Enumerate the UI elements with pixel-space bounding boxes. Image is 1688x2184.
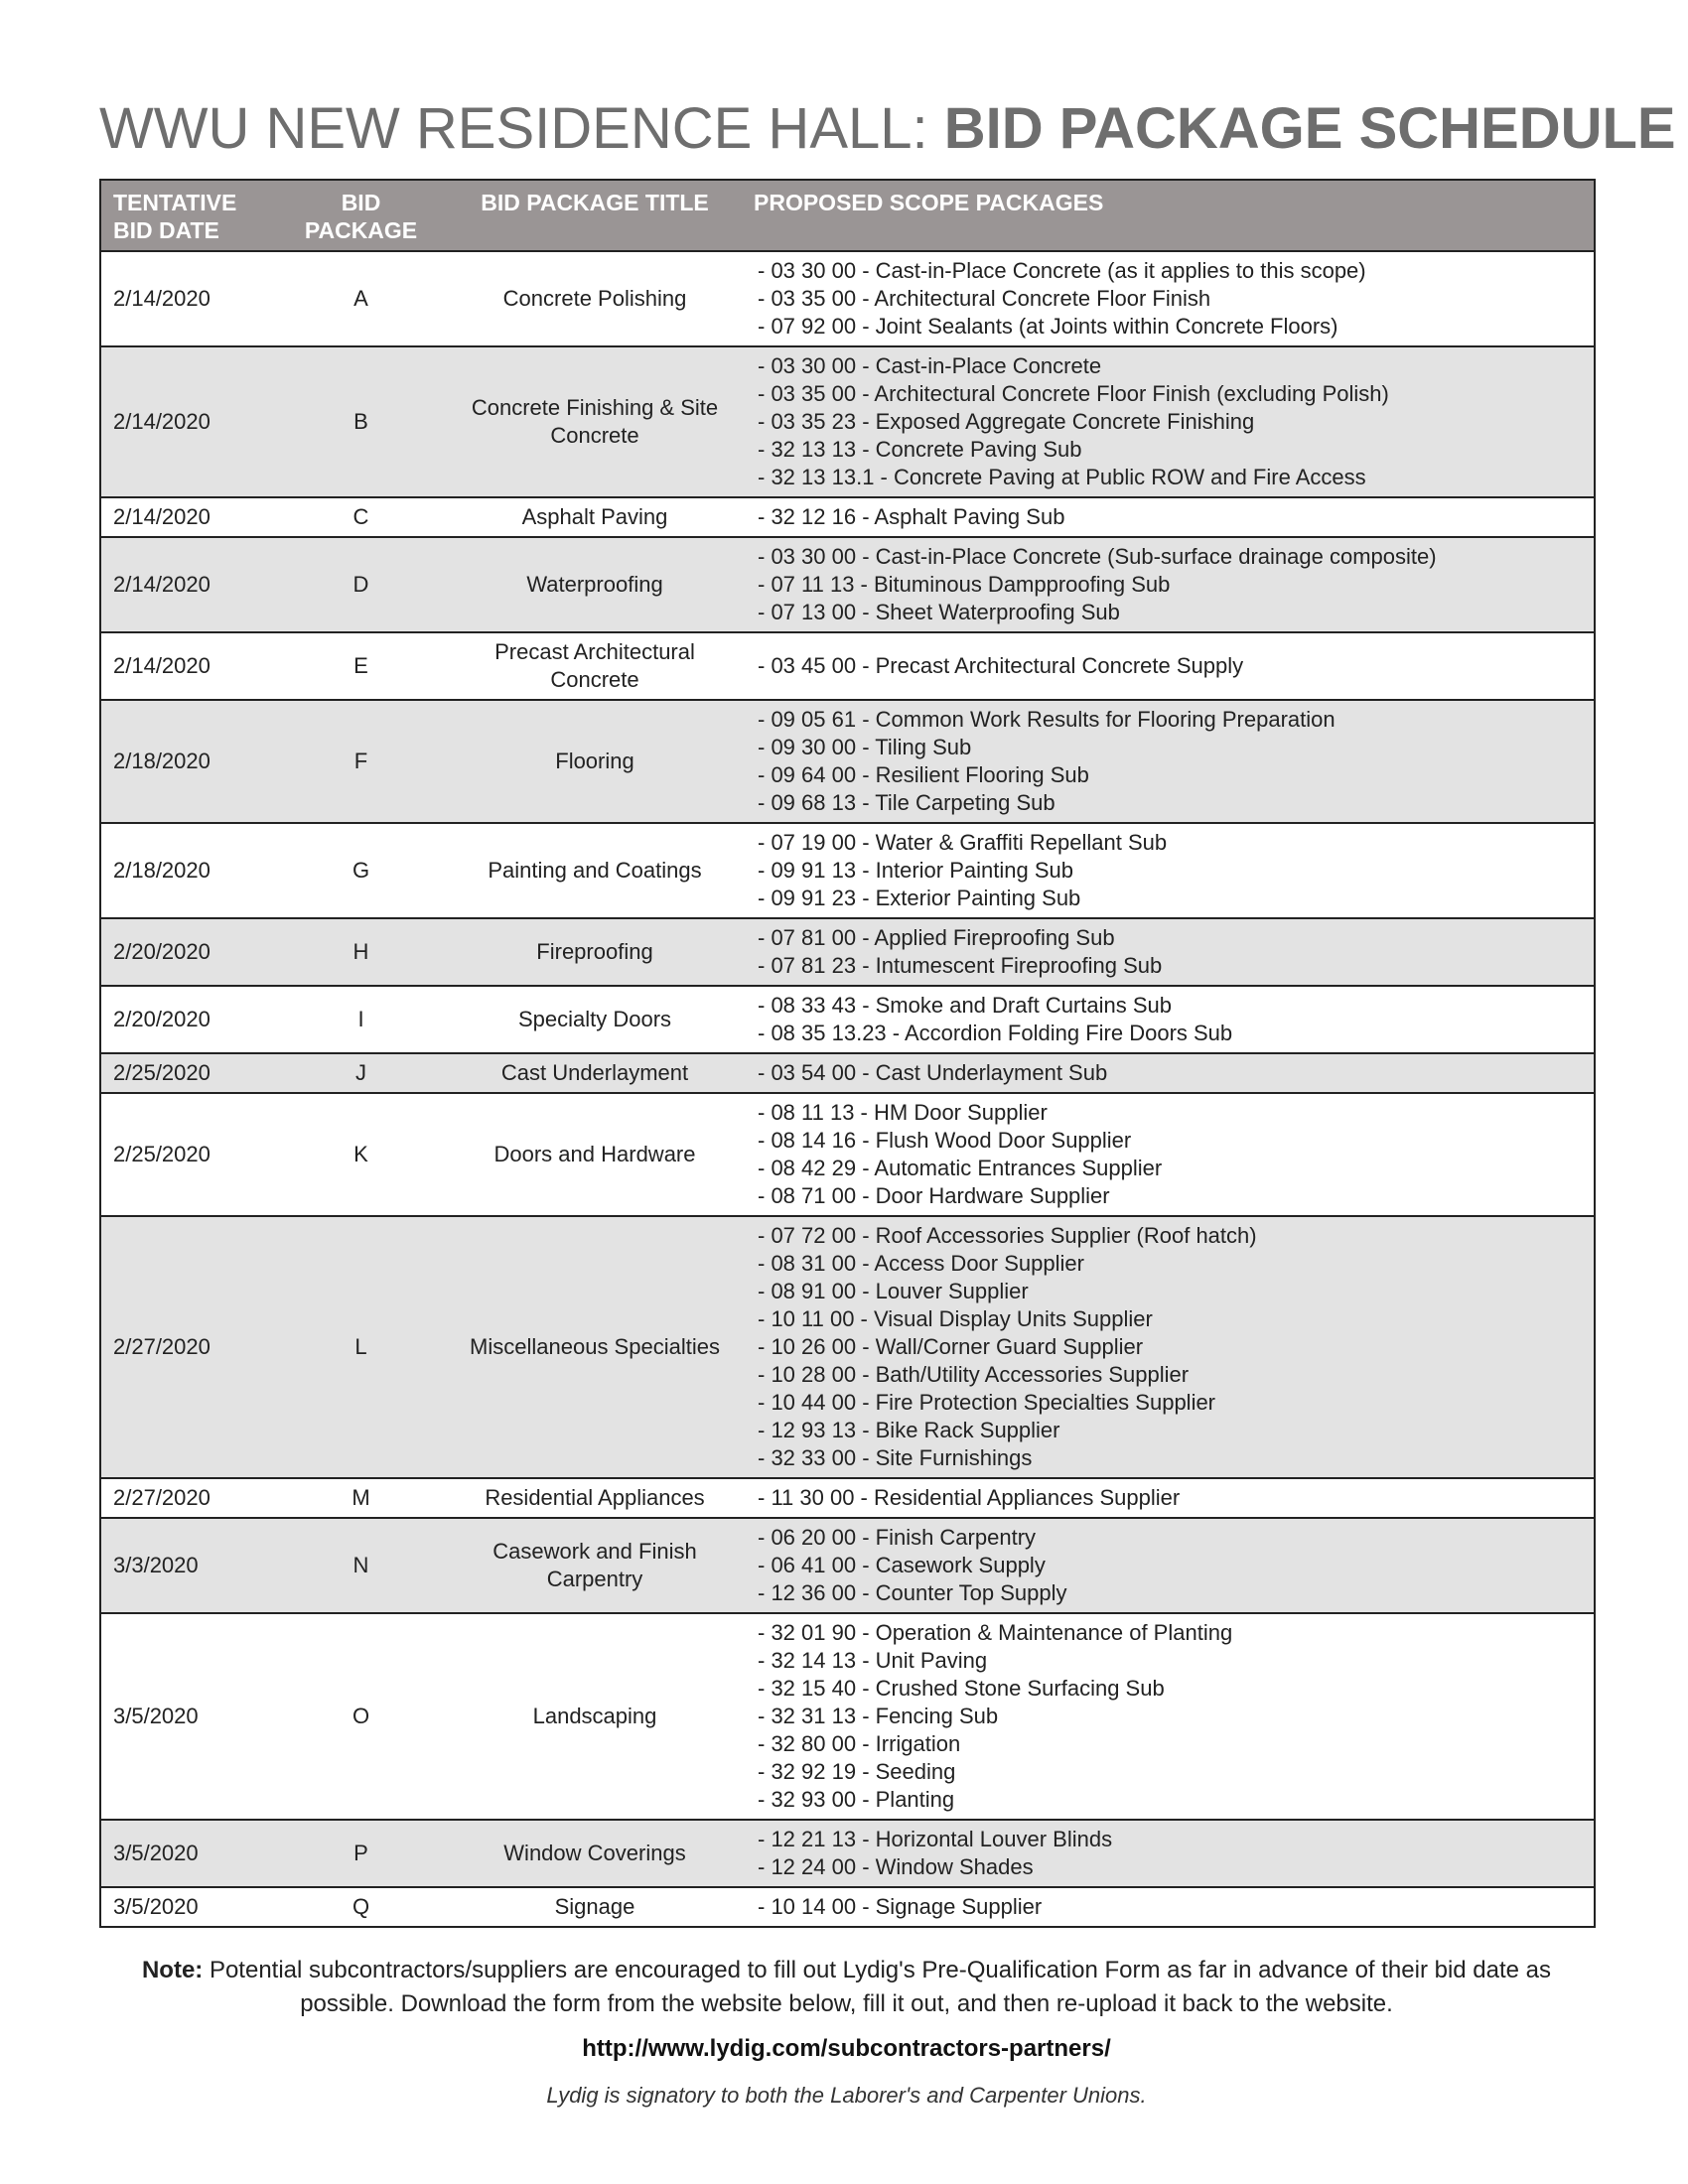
union-statement: Lydig is signatory to both the Laborer's and Carpenter Unions. xyxy=(546,2083,1147,2108)
table-row xyxy=(100,1093,1595,1216)
bid-date-cell: 2/27/2020 xyxy=(100,1216,274,1478)
table-row xyxy=(100,346,1595,497)
scope-packages-cell xyxy=(742,700,1595,823)
bid-date-cell: 3/5/2020 xyxy=(100,1613,274,1820)
scope-line: - 08 11 13 - HM Door Supplier xyxy=(758,1100,1048,1125)
bid-date-cell: 2/14/2020 xyxy=(100,251,274,346)
table-row xyxy=(100,918,1595,986)
scope-line: - 32 80 00 - Irrigation xyxy=(758,1731,961,1756)
bid-package-title-cell: Asphalt Paving xyxy=(448,497,742,537)
scope-line: - 10 14 00 - Signage Supplier xyxy=(758,1894,1043,1919)
bid-date-cell: 2/14/2020 xyxy=(100,497,274,537)
scope-line: - 09 68 13 - Tile Carpeting Sub xyxy=(758,790,1055,815)
scope-line: - 03 54 00 - Cast Underlayment Sub xyxy=(758,1060,1108,1085)
scope-packages-cell xyxy=(742,251,1595,346)
scope-packages-cell xyxy=(742,1613,1595,1820)
scope-line: - 03 35 00 - Architectural Concrete Floor Finish (excluding Polish) xyxy=(758,381,1389,406)
bid-package-title-cell: Cast Underlayment xyxy=(448,1053,742,1093)
scope-line: - 08 14 16 - Flush Wood Door Supplier xyxy=(758,1128,1132,1153)
scope-packages-cell xyxy=(742,1887,1595,1927)
bid-package-cell: B xyxy=(274,346,448,497)
bid-package-cell: A xyxy=(274,251,448,346)
bid-package-title-cell: Precast Architectural Concrete xyxy=(448,632,742,700)
scope-line: - 12 36 00 - Counter Top Supply xyxy=(758,1580,1067,1605)
scope-line: - 07 19 00 - Water & Graffiti Repellant Sub xyxy=(758,830,1168,855)
scope-line: - 11 30 00 - Residential Appliances Supplier xyxy=(758,1485,1181,1510)
scope-line: - 08 42 29 - Automatic Entrances Supplier xyxy=(758,1156,1163,1180)
scope-packages-cell xyxy=(742,346,1595,497)
scope-line: - 32 14 13 - Unit Paving xyxy=(758,1648,988,1673)
table-row xyxy=(100,251,1595,346)
bid-package-cell: I xyxy=(274,986,448,1053)
bid-package-title-cell: Landscaping xyxy=(448,1613,742,1820)
scope-line: - 32 15 40 - Crushed Stone Surfacing Sub xyxy=(758,1676,1165,1701)
scope-packages-cell xyxy=(742,823,1595,918)
bid-package-cell: D xyxy=(274,537,448,632)
header-scope-packages: PROPOSED SCOPE PACKAGES xyxy=(742,180,1595,251)
bid-date-cell: 2/25/2020 xyxy=(100,1053,274,1093)
scope-line: - 03 30 00 - Cast-in-Place Concrete (as it applies to this scope) xyxy=(758,258,1366,283)
header-bid-package: BID PACKAGE xyxy=(274,180,448,251)
bid-package-title-cell: Window Coverings xyxy=(448,1820,742,1887)
bid-package-cell: N xyxy=(274,1518,448,1613)
table-row xyxy=(100,1518,1595,1613)
scope-line: - 07 92 00 - Joint Sealants (at Joints within Concrete Floors) xyxy=(758,314,1338,339)
bid-package-title-cell: Casework and Finish Carpentry xyxy=(448,1518,742,1613)
table-row xyxy=(100,700,1595,823)
bid-package-title-cell: Doors and Hardware xyxy=(448,1093,742,1216)
scope-line: - 09 30 00 - Tiling Sub xyxy=(758,735,972,759)
scope-line: - 10 44 00 - Fire Protection Specialties Supplier xyxy=(758,1390,1216,1415)
scope-line: - 03 30 00 - Cast-in-Place Concrete xyxy=(758,353,1102,378)
scope-packages-cell xyxy=(742,632,1595,700)
table-row xyxy=(100,1820,1595,1887)
bid-package-cell: M xyxy=(274,1478,448,1518)
scope-packages-cell xyxy=(742,1478,1595,1518)
scope-line: - 32 33 00 - Site Furnishings xyxy=(758,1445,1033,1470)
bid-package-cell: O xyxy=(274,1613,448,1820)
note-text: Potential subcontractors/suppliers are encouraged to fill out Lydig's Pre-Qualification Form as far in advance of their bid date as possible. Download the form from the website below, fill it out, and then re-upload it back to the website. xyxy=(203,1957,1552,2017)
bid-package-title-cell: Waterproofing xyxy=(448,537,742,632)
bid-date-cell: 2/18/2020 xyxy=(100,700,274,823)
bid-package-cell: H xyxy=(274,918,448,986)
bid-date-cell: 3/3/2020 xyxy=(100,1518,274,1613)
bid-package-cell: P xyxy=(274,1820,448,1887)
scope-packages-cell xyxy=(742,1216,1595,1478)
bid-date-cell: 2/20/2020 xyxy=(100,918,274,986)
scope-line: - 10 28 00 - Bath/Utility Accessories Supplier xyxy=(758,1362,1190,1387)
scope-line: - 32 92 19 - Seeding xyxy=(758,1759,956,1784)
scope-packages-cell xyxy=(742,918,1595,986)
bid-package-title-cell: Concrete Polishing xyxy=(448,251,742,346)
bid-package-title-cell: Flooring xyxy=(448,700,742,823)
bid-date-cell: 2/14/2020 xyxy=(100,346,274,497)
scope-line: - 09 64 00 - Resilient Flooring Sub xyxy=(758,762,1089,787)
header-bid-date-line1: TENTATIVE xyxy=(113,190,237,215)
bid-package-title-cell: Concrete Finishing & Site Concrete xyxy=(448,346,742,497)
table-row xyxy=(100,1478,1595,1518)
table-row xyxy=(100,823,1595,918)
scope-line: - 32 31 13 - Fencing Sub xyxy=(758,1704,999,1728)
table-row xyxy=(100,537,1595,632)
table-header-row xyxy=(100,180,1595,251)
scope-line: - 10 26 00 - Wall/Corner Guard Supplier xyxy=(758,1334,1144,1359)
bid-schedule-table xyxy=(99,179,1596,1928)
scope-line: - 07 72 00 - Roof Accessories Supplier (Roof hatch) xyxy=(758,1223,1257,1248)
scope-line: - 07 81 00 - Applied Fireproofing Sub xyxy=(758,925,1115,950)
bid-package-cell: E xyxy=(274,632,448,700)
scope-packages-cell xyxy=(742,986,1595,1053)
scope-packages-cell xyxy=(742,497,1595,537)
scope-line: - 03 45 00 - Precast Architectural Concrete Supply xyxy=(758,653,1244,678)
bid-date-cell: 3/5/2020 xyxy=(100,1820,274,1887)
table-row xyxy=(100,986,1595,1053)
bid-package-cell: K xyxy=(274,1093,448,1216)
scope-line: - 12 21 13 - Horizontal Louver Blinds xyxy=(758,1827,1113,1851)
table-row xyxy=(100,1887,1595,1927)
scope-packages-cell xyxy=(742,537,1595,632)
table-row xyxy=(100,632,1595,700)
scope-line: - 09 05 61 - Common Work Results for Flooring Preparation xyxy=(758,707,1336,732)
scope-line: - 08 33 43 - Smoke and Draft Curtains Sub xyxy=(758,993,1172,1018)
bid-package-cell: G xyxy=(274,823,448,918)
bid-package-cell: Q xyxy=(274,1887,448,1927)
scope-line: - 08 31 00 - Access Door Supplier xyxy=(758,1251,1084,1276)
bid-date-cell: 2/27/2020 xyxy=(100,1478,274,1518)
scope-packages-cell xyxy=(742,1820,1595,1887)
bid-date-cell: 2/14/2020 xyxy=(100,537,274,632)
bid-date-cell: 3/5/2020 xyxy=(100,1887,274,1927)
bid-package-title-cell: Painting and Coatings xyxy=(448,823,742,918)
scope-line: - 06 41 00 - Casework Supply xyxy=(758,1553,1046,1577)
bid-package-title-cell: Signage xyxy=(448,1887,742,1927)
bid-package-cell: F xyxy=(274,700,448,823)
scope-line: - 32 12 16 - Asphalt Paving Sub xyxy=(758,504,1065,529)
scope-line: - 03 35 23 - Exposed Aggregate Concrete Finishing xyxy=(758,409,1255,434)
scope-line: - 12 24 00 - Window Shades xyxy=(758,1854,1034,1879)
header-bid-package-title: BID PACKAGE TITLE xyxy=(448,180,742,251)
scope-line: - 32 93 00 - Planting xyxy=(758,1787,955,1812)
table-body xyxy=(100,251,1595,1927)
bid-package-title-cell: Specialty Doors xyxy=(448,986,742,1053)
note-paragraph xyxy=(99,1954,1594,2021)
scope-line: - 08 71 00 - Door Hardware Supplier xyxy=(758,1183,1110,1208)
bid-package-title-cell: Miscellaneous Specialties xyxy=(448,1216,742,1478)
bid-package-title-cell: Fireproofing xyxy=(448,918,742,986)
scope-line: - 32 01 90 - Operation & Maintenance of Planting xyxy=(758,1620,1233,1645)
table-row xyxy=(100,1216,1595,1478)
website-link[interactable]: http://www.lydig.com/subcontractors-partners/ xyxy=(582,2035,1111,2062)
scope-line: - 07 13 00 - Sheet Waterproofing Sub xyxy=(758,600,1120,624)
scope-line: - 07 81 23 - Intumescent Fireproofing Sub xyxy=(758,953,1163,978)
page-title-light: WWU NEW RESIDENCE HALL: xyxy=(99,96,944,161)
note-label: Note: xyxy=(141,1957,204,1983)
bid-package-cell: C xyxy=(274,497,448,537)
scope-line: - 32 13 13.1 - Concrete Paving at Public ROW and Fire Access xyxy=(758,465,1366,489)
scope-line: - 06 20 00 - Finish Carpentry xyxy=(758,1525,1037,1550)
bid-date-cell: 2/25/2020 xyxy=(100,1093,274,1216)
bid-date-cell: 2/18/2020 xyxy=(100,823,274,918)
header-bid-date xyxy=(100,180,274,251)
bid-package-cell: L xyxy=(274,1216,448,1478)
header-bid-date-line2: BID DATE xyxy=(113,217,219,243)
scope-packages-cell xyxy=(742,1093,1595,1216)
table-row xyxy=(100,1613,1595,1820)
bid-package-cell: J xyxy=(274,1053,448,1093)
scope-line: - 32 13 13 - Concrete Paving Sub xyxy=(758,437,1082,462)
scope-packages-cell xyxy=(742,1518,1595,1613)
scope-line: - 12 93 13 - Bike Rack Supplier xyxy=(758,1418,1060,1442)
bid-package-title-cell: Residential Appliances xyxy=(448,1478,742,1518)
scope-line: - 09 91 13 - Interior Painting Sub xyxy=(758,858,1073,883)
scope-packages-cell xyxy=(742,1053,1595,1093)
scope-line: - 08 35 13.23 - Accordion Folding Fire Doors Sub xyxy=(758,1021,1233,1045)
table-row xyxy=(100,497,1595,537)
scope-line: - 10 11 00 - Visual Display Units Supplier xyxy=(758,1306,1153,1331)
page-title-bold: BID PACKAGE SCHEDULE xyxy=(943,96,1676,161)
page-title xyxy=(99,95,1676,162)
table-row xyxy=(100,1053,1595,1093)
bid-date-cell: 2/20/2020 xyxy=(100,986,274,1053)
scope-line: - 03 35 00 - Architectural Concrete Floor Finish xyxy=(758,286,1211,311)
scope-line: - 03 30 00 - Cast-in-Place Concrete (Sub-surface drainage composite) xyxy=(758,544,1437,569)
scope-line: - 07 11 13 - Bituminous Dampproofing Sub xyxy=(758,572,1171,597)
bid-date-cell: 2/14/2020 xyxy=(100,632,274,700)
scope-line: - 09 91 23 - Exterior Painting Sub xyxy=(758,886,1081,910)
scope-line: - 08 91 00 - Louver Supplier xyxy=(758,1279,1029,1303)
